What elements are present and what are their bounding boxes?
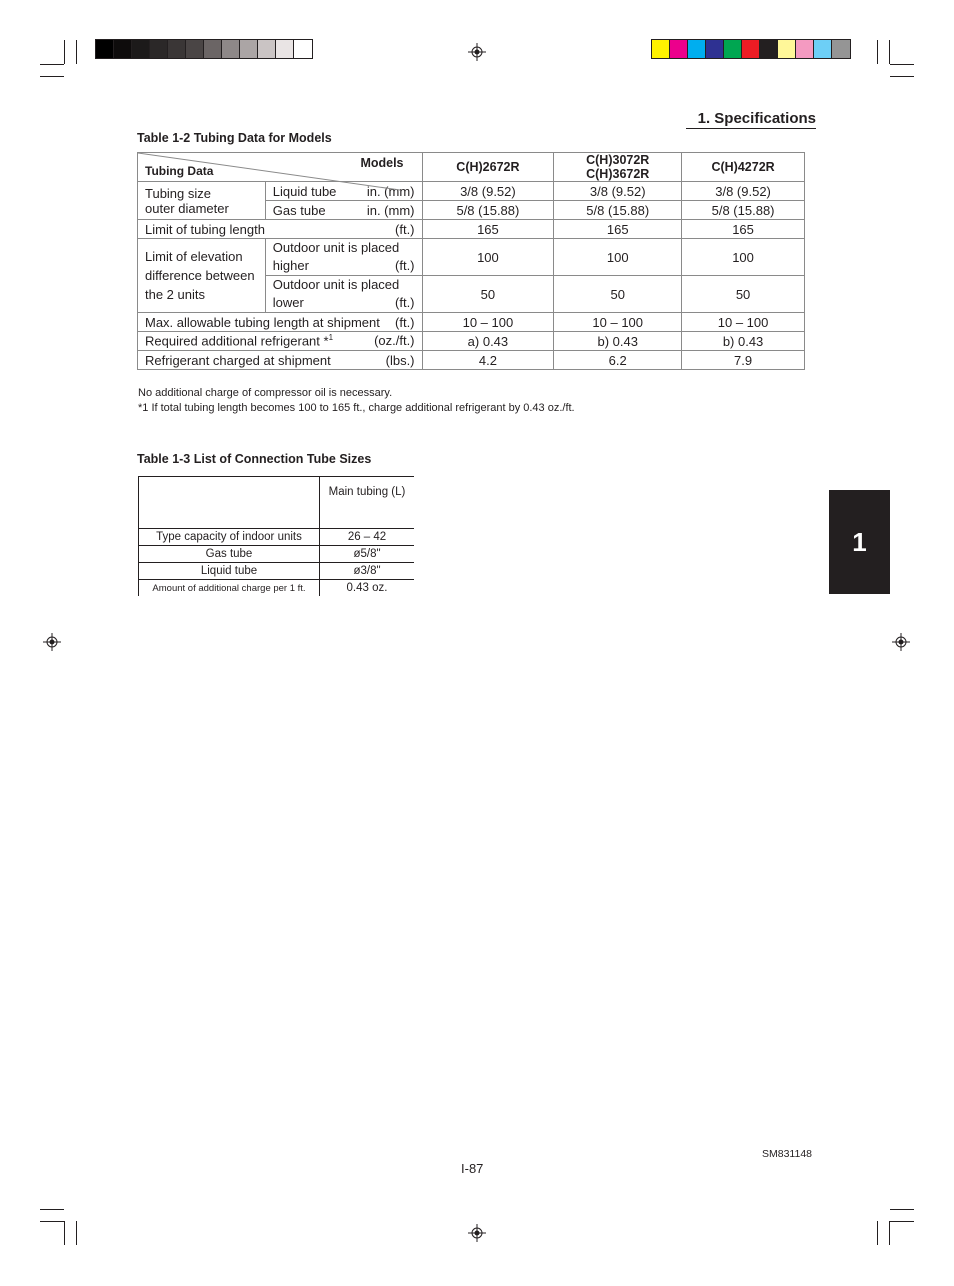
- registration-mark-icon: [468, 1224, 486, 1242]
- color-swatch: [814, 40, 832, 58]
- table-footnote: *1 If total tubing length becomes 100 to 165 ft., charge additional refrigerant by 0.43 oz./ft.: [138, 402, 575, 414]
- table-header-row: [138, 153, 805, 182]
- header-empty-cell: [139, 477, 320, 529]
- table-cell: 4.2: [422, 351, 554, 370]
- process-color-bar: [651, 39, 851, 59]
- color-swatch: [832, 40, 850, 58]
- table-cell: 10 – 100: [554, 313, 682, 332]
- grayscale-swatch: [96, 40, 114, 58]
- table-cell: 165: [554, 220, 682, 239]
- table-row: [138, 332, 805, 351]
- table-cell: 3/8 (9.52): [682, 182, 805, 201]
- grayscale-swatch: [204, 40, 222, 58]
- table-row: [139, 580, 415, 597]
- grayscale-swatch: [258, 40, 276, 58]
- row-label: Max. allowable tubing length at shipment (ft.): [138, 313, 423, 332]
- table-cell: 6.2: [554, 351, 682, 370]
- crop-mark: [64, 1221, 65, 1245]
- model-header: C(H)3072R C(H)3672R: [554, 153, 682, 182]
- registration-mark-icon: [468, 43, 486, 61]
- registration-mark-icon: [43, 633, 61, 651]
- crop-mark: [76, 1221, 77, 1245]
- table-cell: 100: [422, 239, 554, 276]
- crop-mark: [40, 64, 64, 65]
- table-row: [138, 220, 805, 239]
- color-swatch: [778, 40, 796, 58]
- table-cell: 10 – 100: [422, 313, 554, 332]
- table-cell: b) 0.43: [682, 332, 805, 351]
- table-cell: 165: [422, 220, 554, 239]
- crop-mark: [40, 1209, 64, 1210]
- row-sublabel: Outdoor unit is placed lower (ft.): [265, 276, 422, 313]
- grayscale-swatch: [240, 40, 258, 58]
- row-label: Refrigerant charged at shipment (lbs.): [138, 351, 423, 370]
- crop-mark: [890, 64, 914, 65]
- crop-mark: [889, 1221, 890, 1245]
- section-title: 1. Specifications: [686, 110, 816, 129]
- color-swatch: [670, 40, 688, 58]
- grayscale-swatch: [150, 40, 168, 58]
- table-cell: 100: [554, 239, 682, 276]
- row-label: Liquid tube: [139, 563, 320, 580]
- crop-mark: [890, 1221, 914, 1222]
- color-swatch: [760, 40, 778, 58]
- table-cell: 5/8 (15.88): [554, 201, 682, 220]
- crop-mark: [40, 76, 64, 77]
- row-label: Type capacity of indoor units: [139, 529, 320, 546]
- table-cell: 3/8 (9.52): [422, 182, 554, 201]
- crop-mark: [40, 1221, 64, 1222]
- registration-mark-icon: [892, 633, 910, 651]
- table-cell: 3/8 (9.52): [554, 182, 682, 201]
- crop-mark: [877, 1221, 878, 1245]
- row-label: Gas tube: [139, 546, 320, 563]
- grayscale-color-bar: [95, 39, 313, 59]
- grayscale-swatch: [114, 40, 132, 58]
- page-number: I-87: [461, 1161, 484, 1176]
- crop-mark: [890, 1209, 914, 1210]
- table-cell: ø5/8": [320, 546, 415, 563]
- crop-mark: [64, 40, 65, 64]
- table-note: No additional charge of compressor oil is necessary.: [138, 387, 393, 399]
- column-header: Main tubing (L): [320, 477, 415, 529]
- table-row: [138, 239, 805, 276]
- table-row: [139, 546, 415, 563]
- table-cell: 50: [422, 276, 554, 313]
- grayscale-swatch: [294, 40, 312, 58]
- table-row: [138, 351, 805, 370]
- row-sublabel: Gas tube in. (mm): [265, 201, 422, 220]
- connection-tube-table: [138, 476, 414, 596]
- table-row: [139, 529, 415, 546]
- table-cell: 5/8 (15.88): [682, 201, 805, 220]
- row-label: Limit of elevation difference between the 2 units: [138, 239, 266, 313]
- grayscale-swatch: [132, 40, 150, 58]
- model-header: C(H)4272R: [682, 153, 805, 182]
- color-swatch: [652, 40, 670, 58]
- document-code: SM831148: [762, 1148, 813, 1160]
- tubing-data-header: Tubing Data: [145, 164, 214, 178]
- grayscale-swatch: [168, 40, 186, 58]
- table-row: [138, 313, 805, 332]
- table-cell: 50: [554, 276, 682, 313]
- chapter-tab: 1: [829, 490, 890, 594]
- crop-mark: [890, 76, 914, 77]
- table-cell: 165: [682, 220, 805, 239]
- crop-mark: [877, 40, 878, 64]
- header-corner-cell: [138, 153, 423, 182]
- grayscale-swatch: [222, 40, 240, 58]
- row-sublabel: Liquid tube in. (mm): [265, 182, 422, 201]
- models-header: Models: [360, 156, 404, 170]
- table-cell: 26 – 42: [320, 529, 415, 546]
- color-swatch: [796, 40, 814, 58]
- table-row: [139, 563, 415, 580]
- grayscale-swatch: [186, 40, 204, 58]
- table-cell: a) 0.43: [422, 332, 554, 351]
- table-cell: 50: [682, 276, 805, 313]
- table-cell: 7.9: [682, 351, 805, 370]
- row-sublabel: Outdoor unit is placed higher (ft.): [265, 239, 422, 276]
- table-cell: 10 – 100: [682, 313, 805, 332]
- color-swatch: [688, 40, 706, 58]
- model-header: C(H)2672R: [422, 153, 554, 182]
- table-caption: Table 1-3 List of Connection Tube Sizes: [137, 452, 372, 466]
- color-swatch: [742, 40, 760, 58]
- table-cell: 100: [682, 239, 805, 276]
- color-swatch: [706, 40, 724, 58]
- crop-mark: [76, 40, 77, 64]
- table-cell: ø3/8": [320, 563, 415, 580]
- crop-mark: [889, 40, 890, 64]
- tubing-data-table: [137, 152, 805, 370]
- row-label: Amount of additional charge per 1 ft.: [139, 580, 320, 597]
- color-swatch: [724, 40, 742, 58]
- row-label: Limit of tubing length (ft.): [138, 220, 423, 239]
- grayscale-swatch: [276, 40, 294, 58]
- table-header-row: [139, 477, 415, 529]
- row-label: Tubing size outer diameter: [138, 182, 266, 220]
- table-cell: 5/8 (15.88): [422, 201, 554, 220]
- table-cell: 0.43 oz.: [346, 582, 388, 594]
- table-caption: Table 1-2 Tubing Data for Models: [137, 131, 332, 145]
- table-cell: b) 0.43: [554, 332, 682, 351]
- row-label: Required additional refrigerant *$^1$ (oz./ft.): [138, 332, 423, 351]
